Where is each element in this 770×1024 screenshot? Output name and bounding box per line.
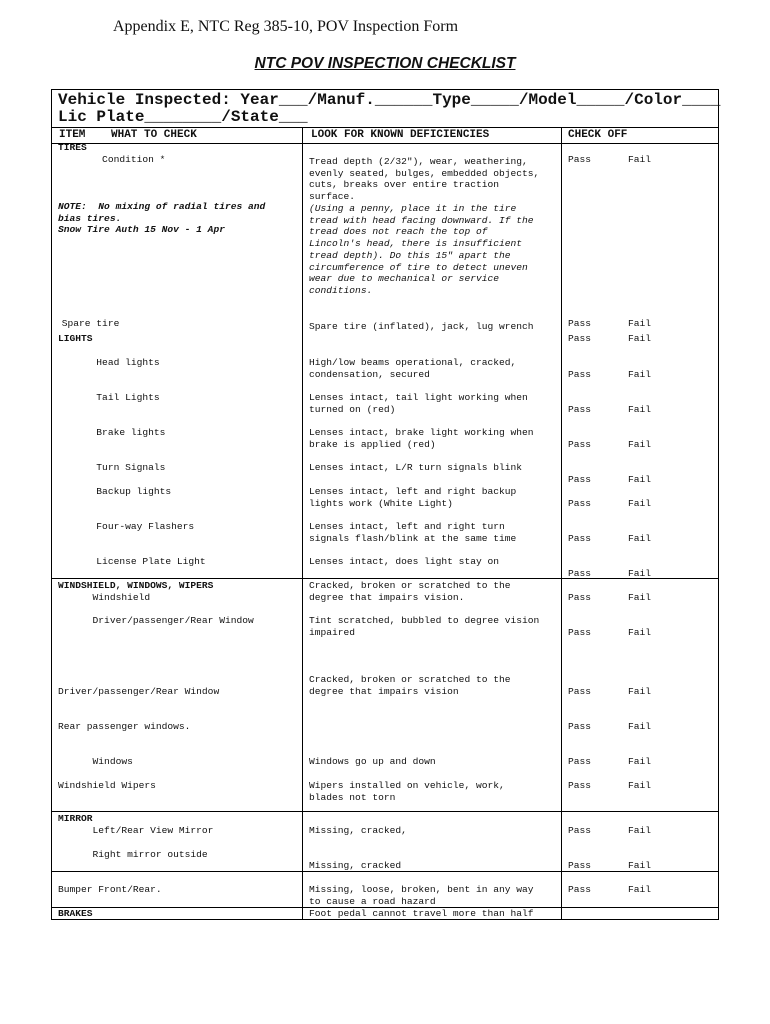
fail-checkbox[interactable]: Fail (628, 533, 652, 544)
pass-checkbox[interactable]: Pass (568, 884, 592, 895)
fail-checkbox[interactable]: Fail (628, 721, 652, 732)
col-known-deficiencies: LOOK FOR KNOWN DEFICIENCIES (311, 129, 490, 141)
fail-checkbox[interactable]: Fail (628, 318, 652, 329)
tires-note: NOTE: No mixing of radial tires and bias tires. Snow Tire Auth 15 Nov - 1 Apr (58, 201, 266, 236)
vehicle-info-line: Vehicle Inspected: Year___/Manuf.______Type_____/Model_____/Color____ (58, 91, 721, 109)
plate-info-line: Lic Plate________/State___ (58, 108, 308, 126)
deficiency-windshield: Cracked, broken or scratched to the degree that impairs vision. (309, 580, 511, 603)
pass-checkbox[interactable]: Pass (568, 756, 592, 767)
fail-checkbox[interactable]: Fail (628, 756, 652, 767)
pass-checkbox[interactable]: Pass (568, 686, 592, 697)
fail-checkbox[interactable]: Fail (628, 154, 652, 165)
section-brakes: BRAKES (58, 908, 93, 919)
pass-checkbox[interactable]: Pass (568, 568, 592, 579)
deficiency-tail-lights: Lenses intact, tail light working when turned on (red) (309, 392, 528, 415)
item-bumper: Bumper Front/Rear. (58, 884, 162, 895)
pass-checkbox[interactable]: Pass (568, 627, 592, 638)
item-window-cracked: Driver/passenger/Rear Window (58, 686, 220, 697)
fail-checkbox[interactable]: Fail (628, 884, 652, 895)
fail-checkbox[interactable]: Fail (628, 498, 652, 509)
column-header-row (52, 127, 718, 144)
column-divider (302, 127, 303, 919)
fail-checkbox[interactable]: Fail (628, 825, 652, 836)
fail-checkbox[interactable]: Fail (628, 568, 652, 579)
item-left-rear-view-mirror: Left/Rear View Mirror (58, 825, 214, 836)
pass-checkbox[interactable]: Pass (568, 318, 592, 329)
fail-checkbox[interactable]: Fail (628, 780, 652, 791)
item-four-way-flashers: Four-way Flashers (56, 521, 195, 532)
deficiency-left-mirror: Missing, cracked, (309, 825, 407, 836)
col-check-off: CHECK OFF (568, 129, 628, 141)
pass-checkbox[interactable]: Pass (568, 533, 592, 544)
appendix-title: Appendix E, NTC Reg 385-10, POV Inspection Form (113, 18, 459, 35)
section-divider (52, 578, 718, 579)
pass-checkbox[interactable]: Pass (568, 825, 592, 836)
column-divider (561, 127, 562, 919)
fail-checkbox[interactable]: Fail (628, 860, 652, 871)
deficiency-bumper: Missing, loose, broken, bent in any way to cause a road hazard (309, 884, 534, 907)
deficiency-spare-tire: Spare tire (inflated), jack, lug wrench (309, 321, 534, 332)
item-brake-lights: Brake lights (56, 427, 166, 438)
inspection-checklist-table (51, 89, 719, 920)
fail-checkbox[interactable]: Fail (628, 333, 652, 344)
pass-checkbox[interactable]: Pass (568, 721, 592, 732)
fail-checkbox[interactable]: Fail (628, 369, 652, 380)
deficiency-brake-lights: Lenses intact, brake light working when brake is applied (red) (309, 427, 534, 450)
deficiency-license-plate-light: Lenses intact, does light stay on (309, 556, 499, 567)
form-title: NTC POV INSPECTION CHECKLIST (254, 55, 516, 72)
deficiency-turn-signals: Lenses intact, L/R turn signals blink (309, 462, 523, 473)
col-what-to-check: WHAT TO CHECK (111, 129, 197, 141)
item-license-plate-light: License Plate Light (56, 556, 206, 567)
vehicle-info-header (52, 90, 721, 128)
deficiency-window-cracked: Cracked, broken or scratched to the degree that impairs vision (309, 674, 511, 697)
item-windshield-wipers: Windshield Wipers (58, 780, 156, 791)
item-backup-lights: Backup lights (56, 486, 172, 497)
pass-checkbox[interactable]: Pass (568, 333, 592, 344)
deficiency-four-way-flashers: Lenses intact, left and right turn signals flash/blink at the same time (309, 521, 517, 544)
pass-checkbox[interactable]: Pass (568, 780, 592, 791)
fail-checkbox[interactable]: Fail (628, 474, 652, 485)
section-divider (52, 811, 718, 812)
section-tires: TIRES (58, 142, 87, 153)
item-right-mirror: Right mirror outside (58, 849, 208, 860)
pass-checkbox[interactable]: Pass (568, 439, 592, 450)
col-item: ITEM (59, 129, 86, 141)
item-rear-passenger-windows: Rear passenger windows. (58, 721, 191, 732)
item-windshield: Windshield (58, 592, 151, 603)
deficiency-right-mirror: Missing, cracked (309, 860, 402, 871)
item-turn-signals: Turn Signals (56, 462, 166, 473)
item-windows: Windows (58, 756, 133, 767)
pass-checkbox[interactable]: Pass (568, 474, 592, 485)
item-window-tint: Driver/passenger/Rear Window (58, 615, 254, 626)
deficiency-window-tint: Tint scratched, bubbled to degree vision impaired (309, 615, 540, 638)
deficiency-foot-pedal: Foot pedal cannot travel more than half (309, 908, 534, 919)
item-tail-lights: Tail Lights (56, 392, 160, 403)
deficiency-penny-test: (Using a penny, place it in the tire tread with head facing downward. If the tread does not reach the top of Lincoln's head, there is insufficient tread depth). Do this 15" apart the circumference of tire to detect uneven wear due to mechanical or service conditions. (309, 203, 534, 296)
deficiency-tread: Tread depth (2/32"), wear, weathering, evenly seated, bulges, embedded objects, cuts, breaks over entire traction surface. (309, 156, 540, 203)
fail-checkbox[interactable]: Fail (628, 404, 652, 415)
pass-checkbox[interactable]: Pass (568, 369, 592, 380)
item-spare-tire: Spare tire (56, 318, 120, 329)
section-windshield-windows-wipers: WINDSHIELD, WINDOWS, WIPERS (58, 580, 214, 591)
section-mirror: MIRROR (58, 813, 93, 824)
deficiency-windows: Windows go up and down (309, 756, 436, 767)
pass-checkbox[interactable]: Pass (568, 860, 592, 871)
deficiency-wipers: Wipers installed on vehicle, work, blades not torn (309, 780, 505, 803)
fail-checkbox[interactable]: Fail (628, 439, 652, 450)
deficiency-head-lights: High/low beams operational, cracked, condensation, secured (309, 357, 517, 380)
deficiency-backup-lights: Lenses intact, left and right backup lights work (White Light) (309, 486, 517, 509)
pass-checkbox[interactable]: Pass (568, 592, 592, 603)
fail-checkbox[interactable]: Fail (628, 627, 652, 638)
pass-checkbox[interactable]: Pass (568, 404, 592, 415)
pass-checkbox[interactable]: Pass (568, 498, 592, 509)
pass-checkbox[interactable]: Pass (568, 154, 592, 165)
item-head-lights: Head lights (56, 357, 160, 368)
fail-checkbox[interactable]: Fail (628, 592, 652, 603)
section-lights: LIGHTS (58, 333, 93, 344)
item-condition: Condition * (56, 154, 166, 165)
fail-checkbox[interactable]: Fail (628, 686, 652, 697)
